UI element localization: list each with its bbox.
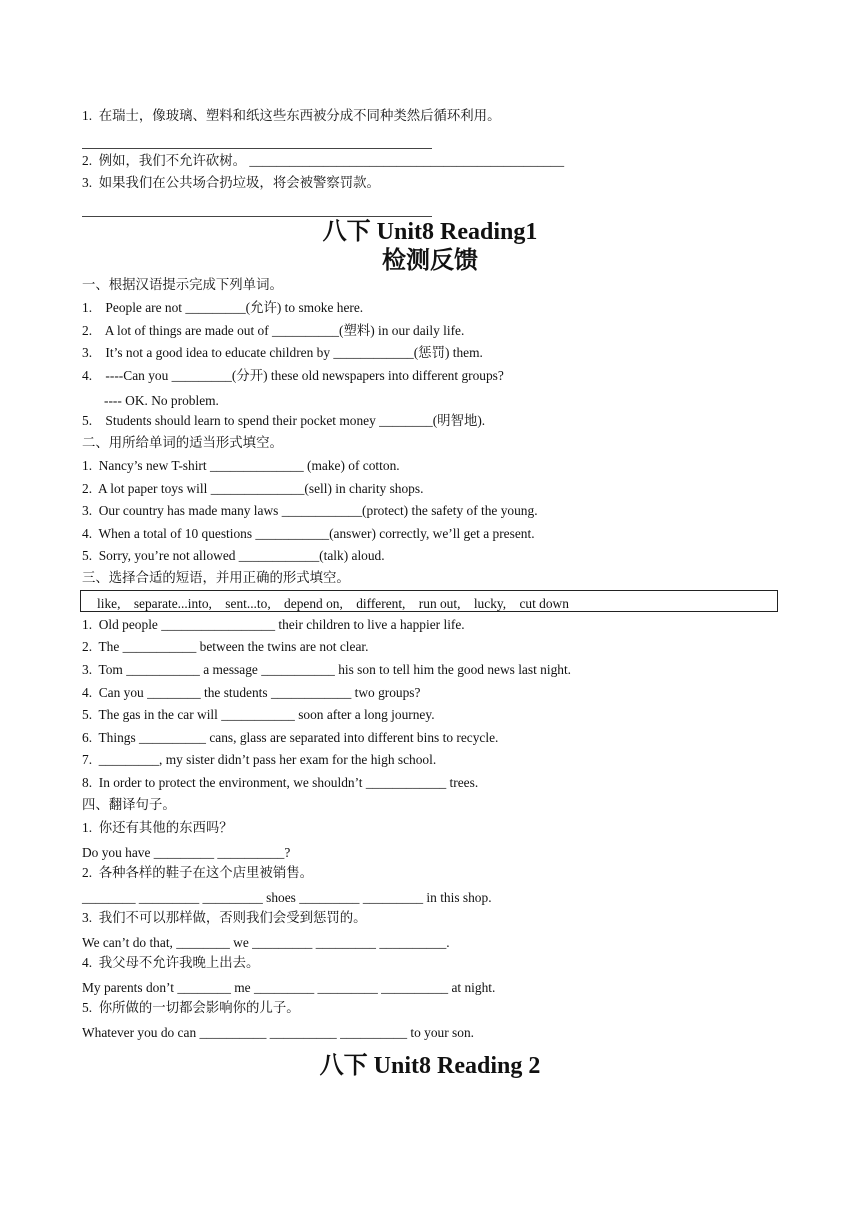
section-heading: 四、翻译句子。 [82,797,176,812]
exercise-item: 4. Can you ________ the students ____________ two groups? [82,685,421,700]
translation-prompt: 3. 我们不可以那样做，否则我们会受到惩罚的。 [82,910,367,925]
translation-answer: We can’t do that, ________ we _________ _________ __________. [82,935,450,950]
exercise-item: 4. ----Can you _________(分开) these old newspapers into different groups? [82,368,504,383]
translation-answer: ________ _________ _________ shoes _________ _________ in this shop. [82,890,492,905]
exercise-item: 7. _________, my sister didn’t pass her exam for the high school. [82,752,437,767]
top-question-3: 3. 如果我们在公共场合扔垃圾，将会被警察罚款。 [82,175,380,190]
translation-prompt: 1. 你还有其他的东西吗？ [82,820,233,835]
answer-line [82,148,432,149]
section-heading: 一、根据汉语提示完成下列单词。 [82,277,283,292]
exercise-item: 8. In order to protect the environment, we shouldn’t ____________ trees. [82,775,479,790]
translation-answer: Whatever you do can __________ __________ __________ to your son. [82,1025,474,1040]
exercise-item: 5. Students should learn to spend their pocket money ________(明智地). [82,413,486,428]
translation-prompt: 2. 各种各样的鞋子在这个店里被销售。 [82,865,313,880]
page-title: 八下 Unit8 Reading1 [322,219,538,245]
section-heading: 二、用所给单词的适当形式填空。 [82,435,283,450]
exercise-item: 6. Things __________ cans, glass are separated into different bins to recycle. [82,730,499,745]
exercise-item: 5. Sorry, you’re not allowed ____________(talk) aloud. [82,548,385,563]
exercise-item: 5. The gas in the car will ___________ soon after a long journey. [82,707,435,722]
exercise-item: 3. Our country has made many laws ____________(protect) the safety of the young. [82,503,538,518]
translation-answer: My parents don’t ________ me _________ _________ __________ at night. [82,980,496,995]
top-question-2: 2. 例如，我们不允许砍树。 _______________________________________________ [82,153,565,168]
exercise-item: 3. It’s not a good idea to educate children by ____________(惩罚) them. [82,345,483,360]
exercise-item: 2. The ___________ between the twins are not clear. [82,639,369,654]
translation-prompt: 5. 你所做的一切都会影响你的儿子。 [82,1000,300,1015]
next-section-title: 八下 Unit8 Reading 2 [319,1053,541,1079]
word-bank: like, separate...into, sent...to, depend on, different, run out, lucky, cut down [97,596,569,611]
exercise-item: 2. A lot paper toys will ______________(sell) in charity shops. [82,481,424,496]
exercise-item: 2. A lot of things are made out of __________(塑料) in our daily life. [82,323,465,338]
exercise-item: 1. People are not _________(允许) to smoke here. [82,300,364,315]
word-bank-box [80,590,778,612]
exercise-item-reply: ---- OK. No problem. [104,393,219,408]
exercise-item: 1. Old people _________________ their children to live a happier life. [82,617,465,632]
top-question-1: 1. 在瑞士，像玻璃、塑料和纸这些东西被分成不同种类然后循环利用。 [82,108,501,123]
exercise-item: 3. Tom ___________ a message ___________ his son to tell him the good news last night. [82,662,572,677]
section-heading: 三、选择合适的短语，并用正确的形式填空。 [82,570,350,585]
exercise-item: 4. When a total of 10 questions ___________(answer) correctly, we’ll get a present. [82,526,535,541]
translation-prompt: 4. 我父母不允许我晚上出去。 [82,955,260,970]
translation-answer: Do you have _________ __________? [82,845,291,860]
page-subtitle: 检测反馈 [382,248,478,274]
exercise-item: 1. Nancy’s new T-shirt ______________ (make) of cotton. [82,458,400,473]
